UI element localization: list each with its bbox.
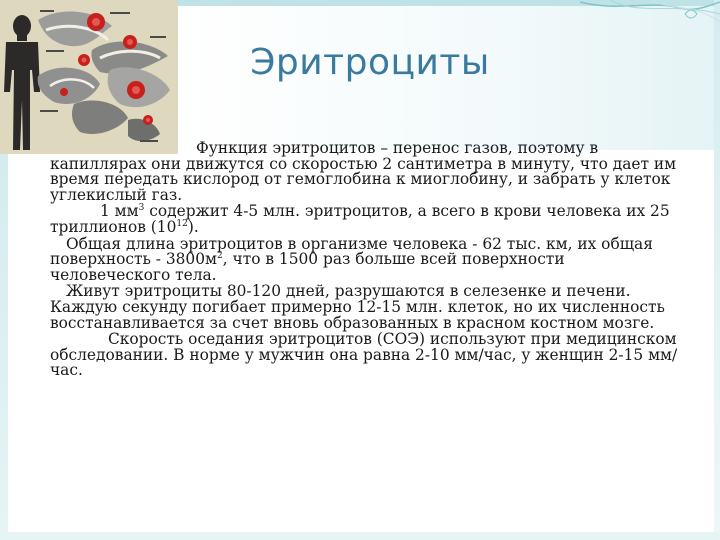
body-text	[50, 141, 680, 380]
frame-right-border	[714, 0, 720, 540]
paragraph-esr: Скорость оседания эритроцитов (СОЭ) используют при медицинском обследовании. В норме у мужчин она равна 2-10 мм/час, у женщин 2-15 мм/час.	[50, 330, 678, 380]
slide-title: Эритроциты	[250, 42, 490, 83]
blood-circulation-illustration	[0, 0, 178, 154]
corner-swirl-decoration	[580, 0, 720, 40]
paragraph-function: Функция эритроцитов – перенос газов, поэтому в капиллярах они движутся со скоростью 2 сантиметра в минуту, что дает им время передать кислород от гемоглобина к миоглобину, и забрать у клеток углекислый газ.	[50, 139, 677, 204]
paragraph-length: Общая длина эритроцитов в организме человека - 62 тыс. км, их общая поверхность - $3800м^2$, что в 1500 раз больше всей поверхности человеческого тела.	[50, 234, 653, 284]
paragraph-lifespan: Живут эритроциты 80-120 дней, разрушаются в селезенке и печени. Каждую секунду погибает примерно 12-15 млн. клеток, но их численность восстанавливается за счет вновь образованных в красном костном мозге.	[50, 282, 665, 332]
paragraph-count: 1 $мм^3$ содержит 4-5 млн. эритроцитов, а всего в крови человека их 25 триллионов $(10^{12})$.	[50, 202, 670, 236]
frame-bottom-border	[0, 532, 720, 540]
